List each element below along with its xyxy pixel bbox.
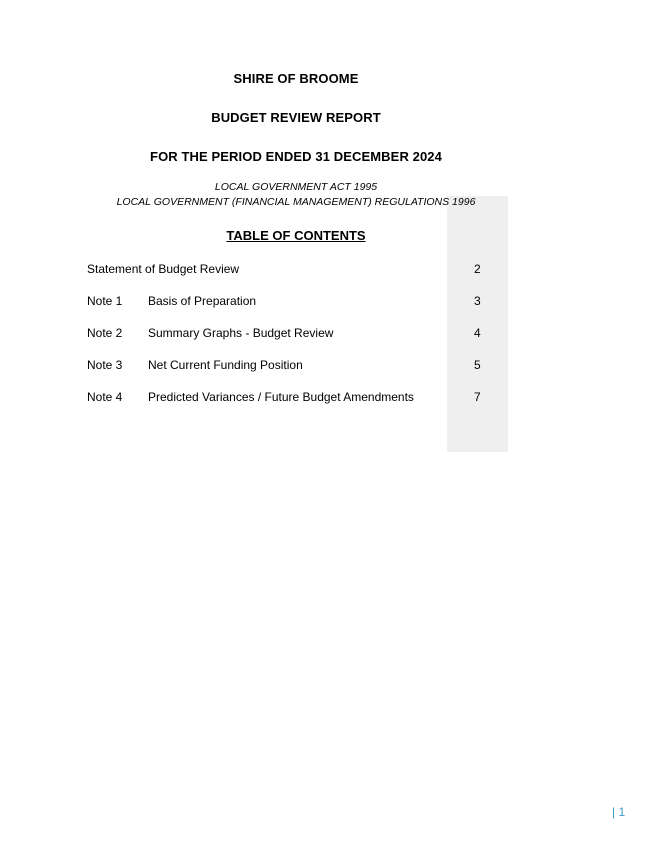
- regulations-reference: LOCAL GOVERNMENT (FINANCIAL MANAGEMENT) REGULATIONS 1996: [116, 196, 476, 208]
- toc-entry-title: Basis of Preparation: [148, 294, 257, 308]
- toc-entry-page: 2: [474, 262, 481, 276]
- toc-row-note-1[interactable]: [87, 294, 487, 310]
- toc-entry-label: Note 2: [87, 326, 123, 340]
- toc-entry-title: Summary Graphs - Budget Review: [148, 326, 334, 340]
- toc-row-statement[interactable]: [87, 262, 487, 278]
- organisation-title: SHIRE OF BROOME: [233, 71, 359, 86]
- toc-entry-label: Note 3: [87, 358, 123, 372]
- toc-entry-title: Statement of Budget Review: [87, 262, 240, 276]
- toc-row-note-2[interactable]: [87, 326, 487, 342]
- toc-row-note-3[interactable]: [87, 358, 487, 374]
- toc-entry-page: 4: [474, 326, 481, 340]
- toc-entry-label: Note 4: [87, 390, 123, 404]
- toc-heading: TABLE OF CONTENTS: [226, 228, 366, 243]
- page-number: | 1: [612, 805, 626, 819]
- toc-entry-page: 7: [474, 390, 481, 404]
- toc-entry-title: Net Current Funding Position: [148, 358, 303, 372]
- toc-entry-page: 5: [474, 358, 481, 372]
- toc-row-note-4[interactable]: [87, 390, 487, 406]
- toc-entry-title: Predicted Variances / Future Budget Amendments: [148, 390, 414, 404]
- act-reference: LOCAL GOVERNMENT ACT 1995: [214, 181, 378, 193]
- toc-entry-label: Note 1: [87, 294, 123, 308]
- period-title: FOR THE PERIOD ENDED 31 DECEMBER 2024: [150, 149, 442, 164]
- report-title: BUDGET REVIEW REPORT: [211, 110, 381, 125]
- toc-entry-page: 3: [474, 294, 481, 308]
